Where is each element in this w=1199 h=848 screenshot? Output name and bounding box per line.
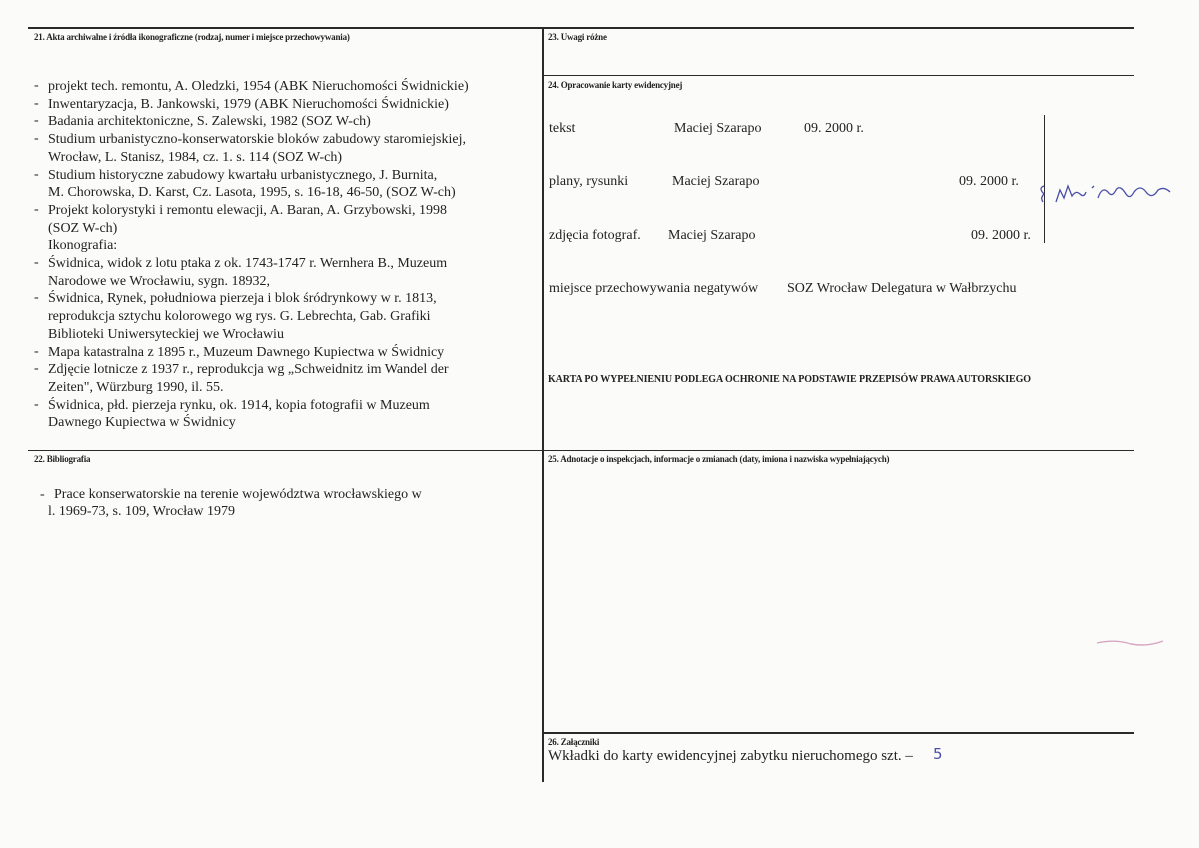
s21-entry xyxy=(34,344,534,362)
s26-top-divider xyxy=(543,732,1134,734)
s21-entry-line: Zdjęcie lotnicze z 1937 r., reprodukcja wg „Schweidnitz im Wandel der xyxy=(48,362,449,378)
s21-entry-dash: - xyxy=(34,131,39,147)
s21-entry xyxy=(34,255,534,290)
s21-entry-dash: - xyxy=(34,290,39,306)
pink-mark xyxy=(1095,635,1165,651)
s21-entry-line: (SOZ W-ch) xyxy=(48,220,118,236)
s21-entry xyxy=(34,167,534,202)
s22-line-1: Prace konserwatorskie na terenie województwa wrocławskiego w xyxy=(54,487,422,502)
s21-entry xyxy=(34,290,534,343)
s21-entry-line: Ikonografia: xyxy=(48,238,118,254)
s21-entry-line: Badania architektoniczne, S. Zalewski, 1982 (SOZ W-ch) xyxy=(48,114,371,130)
s22-line-2: l. 1969-73, s. 109, Wrocław 1979 xyxy=(48,504,235,519)
s21-entry-line: Zeiten", Würzburg 1990, il. 55. xyxy=(48,379,224,395)
top-border xyxy=(28,27,1134,29)
s21-entry-line: Inwentaryzacja, B. Jankowski, 1979 (ABK Nieruchomości Świdnickie) xyxy=(48,96,449,112)
s22-header: 22. Bibliografia xyxy=(34,454,91,464)
s21-entry xyxy=(34,96,534,114)
s24-row-3-date: 09. 2000 r. xyxy=(971,228,1031,243)
attachments-count: 5 xyxy=(933,745,943,763)
s24-top-divider xyxy=(543,75,1134,76)
s21-entry-line: Narodowe we Wrocławiu, sygn. 18932, xyxy=(48,273,270,289)
s21-entry-line: Wrocław, L. Stanisz, 1984, cz. 1. s. 114 (SOZ W-ch) xyxy=(48,149,343,165)
s21-entry-line: Mapa katastralna z 1895 r., Muzeum Dawnego Kupiectwa w Świdnicy xyxy=(48,344,445,360)
attachments-text: Wkładki do karty ewidencyjnej zabytku nieruchomego szt. – xyxy=(548,748,913,764)
s21-entry-line: Studium urbanistyczno-konserwatorskie bloków zabudowy staromiejskiej, xyxy=(48,132,466,148)
s24-row-3-label: zdjęcia fotograf. xyxy=(549,228,641,243)
s21-entry-dash: - xyxy=(34,78,39,93)
s21-entry xyxy=(34,237,534,255)
s21-entry-line: Dawnego Kupiectwa w Świdnicy xyxy=(48,415,236,431)
s21-entry xyxy=(34,78,534,96)
left-mid-divider xyxy=(28,450,543,451)
s24-row-2-date: 09. 2000 r. xyxy=(959,174,1019,189)
s21-entry-line: Świdnica, widok z lotu ptaka z ok. 1743-1747 r. Wernhera B., Muzeum xyxy=(48,256,448,272)
s21-entry xyxy=(34,361,534,396)
s26-header: 26. Załączniki xyxy=(548,737,600,747)
s21-entry-line: Świdnica, płd. pierzeja rynku, ok. 1914, kopia fotografii w Muzeum xyxy=(48,397,430,413)
s21-entry-dash: - xyxy=(34,255,39,271)
handwritten-signature xyxy=(1040,176,1180,216)
s21-entry-dash: - xyxy=(34,361,39,377)
s24-header: 24. Opracowanie karty ewidencyjnej xyxy=(548,80,683,90)
s24-row-3-name: Maciej Szarapo xyxy=(668,228,756,243)
s21-entry-line: Projekt kolorystyki i remontu elewacji, A. Baran, A. Grzybowski, 1998 xyxy=(48,202,447,218)
s24-row-1-date: 09. 2000 r. xyxy=(804,121,864,136)
s21-entries xyxy=(34,78,534,432)
s24-row-1-label: tekst xyxy=(549,121,576,136)
negatives-value: SOZ Wrocław Delegatura w Wałbrzychu xyxy=(787,281,1017,296)
s21-entry-dash: - xyxy=(34,343,39,359)
s25-header: 25. Adnotacje o inspekcjach, informacje o zmianach (daty, imiona i nazwiska wypełniających) xyxy=(548,454,890,464)
s21-entry-dash: - xyxy=(34,201,39,217)
s21-entry-dash: - xyxy=(34,166,39,182)
s21-entry-dash: - xyxy=(34,113,39,129)
right-mid-divider xyxy=(543,450,1134,451)
s21-entry-dash: - xyxy=(34,396,39,412)
s21-entry-line: Studium historyczne zabudowy kwartału urbanistycznego, J. Burnita, xyxy=(48,167,438,183)
s21-entry-line: projekt tech. remontu, A. Oledzki, 1954 (ABK Nieruchomości Świdnickie) xyxy=(48,79,469,94)
s21-entry-line: Biblioteki Uniwersyteckiej we Wrocławiu xyxy=(48,326,284,342)
s22-dash: - xyxy=(40,487,45,502)
s24-row-2-name: Maciej Szarapo xyxy=(672,174,760,189)
s21-entry-dash: - xyxy=(34,95,39,111)
s21-entry-line: Świdnica, Rynek, południowa pierzeja i blok śródrynkowy w r. 1813, xyxy=(48,291,437,307)
s21-entry xyxy=(34,202,534,237)
center-divider xyxy=(542,27,544,782)
s21-header: 21. Akta archiwalne i źródła ikonograficzne (rodzaj, numer i miejsce przechowywania) xyxy=(34,32,350,42)
s21-entry-line: reprodukcja sztychu kolorowego wg rys. G. Lebrechta, Gab. Grafiki xyxy=(48,309,431,325)
s23-header: 23. Uwagi różne xyxy=(548,32,607,42)
s21-entry xyxy=(34,397,534,432)
s21-entry-line: M. Chorowska, D. Karst, Cz. Lasota, 1995, s. 16-18, 46-50, (SOZ W-ch) xyxy=(48,185,456,201)
s21-entry xyxy=(34,131,534,166)
s24-row-1-name: Maciej Szarapo xyxy=(674,121,762,136)
negatives-label: miejsce przechowywania negatywów xyxy=(549,281,759,296)
copyright-notice: KARTA PO WYPEŁNIENIU PODLEGA OCHRONIE NA PODSTAWIE PRZEPISÓW PRAWA AUTORSKIEGO xyxy=(548,374,1031,385)
s21-entry xyxy=(34,113,534,131)
s24-row-2-label: plany, rysunki xyxy=(549,174,629,189)
